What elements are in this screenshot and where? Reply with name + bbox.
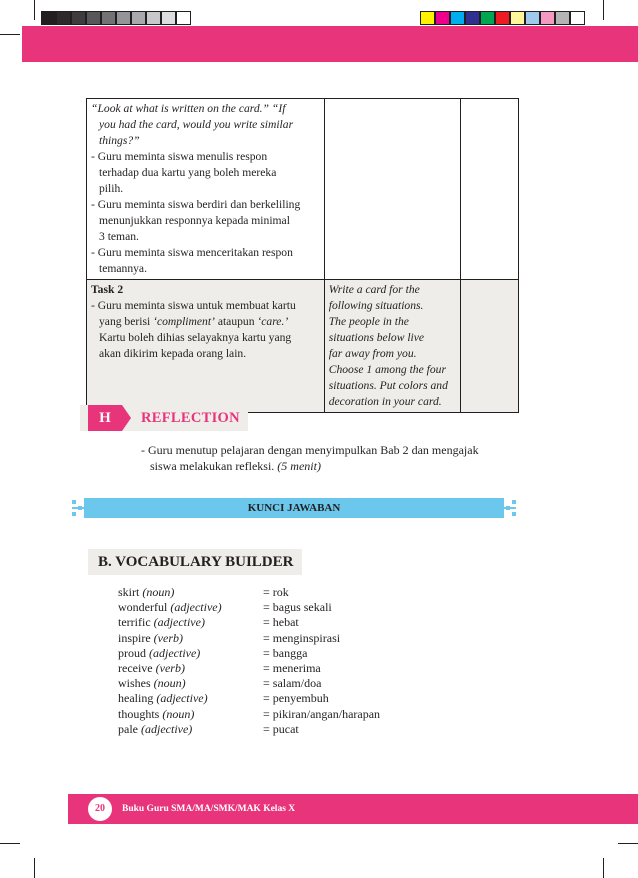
table-row (87, 99, 519, 280)
vocab-item (118, 691, 380, 706)
task-text (91, 314, 320, 330)
color-swatch (480, 11, 495, 25)
activity-line: temannya. (99, 262, 147, 275)
color-swatch (510, 11, 525, 25)
instruction-line: Choose 1 among the four (328, 363, 446, 376)
color-swatch (450, 11, 465, 25)
reflection-line (141, 458, 479, 474)
vocab-pos: (verb) (153, 630, 183, 645)
section-arrow (122, 405, 131, 431)
color-swatch (41, 11, 56, 25)
book-title: Buku Guru SMA/MA/SMK/MAK Kelas X (122, 804, 296, 814)
vocab-word: thoughts (118, 706, 160, 721)
color-swatch (495, 11, 510, 25)
vocab-pos: (noun) (142, 585, 175, 599)
vocab-word: receive (118, 660, 153, 675)
instruction-line: The people in the (328, 315, 409, 328)
vocab-term (118, 585, 263, 600)
vocab-item (118, 585, 380, 600)
table-row (87, 280, 519, 413)
vocab-pos: (verb) (155, 660, 185, 675)
vocab-meaning: = hebat (263, 615, 299, 630)
color-swatch (420, 11, 435, 25)
instruction-cell (324, 280, 460, 413)
vocab-term (118, 691, 263, 706)
vocab-meaning: = menginspirasi (263, 630, 341, 645)
empty-cell (460, 99, 518, 280)
crop-mark (34, 0, 35, 20)
instruction-line: situations below live (328, 331, 425, 344)
task-text: - Guru meminta siswa untuk membuat kartu (91, 299, 296, 312)
vocab-item (118, 676, 380, 691)
vocab-list (118, 585, 380, 737)
section-letter: H (88, 405, 122, 431)
task-text-part: ‘care.’ (257, 315, 289, 328)
color-swatch (161, 11, 176, 25)
vocab-pos: (adjective) (170, 600, 222, 615)
header-band (22, 26, 638, 62)
vocab-item (118, 631, 380, 646)
vocab-item (118, 600, 380, 615)
task-text: Kartu boleh dihias selayaknya kartu yang (99, 331, 292, 344)
color-swatch (435, 11, 450, 25)
instruction-line: far away from you. (328, 347, 417, 360)
reflection-line: - Guru menutup pelajaran dengan menyimpulkan Bab 2 dan mengajak (141, 443, 479, 457)
crop-mark (618, 843, 638, 844)
color-swatch (176, 11, 191, 25)
decor-dot (72, 512, 76, 516)
vocab-term (118, 722, 263, 737)
instruction-line: situations. Put colors and (328, 379, 448, 392)
section-title: REFLECTION (141, 410, 240, 426)
instruction-line: Write a card for the (328, 283, 420, 296)
vocab-term (118, 646, 263, 661)
vocab-term (118, 631, 263, 646)
vocab-meaning: = pikiran/angan/harapan (263, 706, 381, 721)
vocab-word: wishes (118, 676, 151, 691)
activity-cell (87, 99, 325, 280)
color-swatch (116, 11, 131, 25)
color-swatches (420, 11, 585, 25)
grayscale-swatches (41, 11, 191, 25)
vocab-meaning: = bagus sekali (263, 600, 332, 615)
vocab-item (118, 646, 380, 661)
activity-line: pilih. (99, 182, 124, 195)
vocab-meaning: = salam/doa (263, 676, 322, 691)
activity-line: 3 teman. (99, 230, 139, 243)
task-text-part: ataupun (214, 315, 258, 328)
activity-cell (87, 280, 325, 413)
task-text-part: ‘compliment’ (153, 315, 215, 328)
instruction-line: decoration in your card. (328, 395, 442, 408)
reflection-line-part: (5 menit) (277, 459, 321, 473)
color-swatch (570, 11, 585, 25)
vocab-pos: (adjective) (141, 721, 193, 736)
empty-cell (460, 280, 518, 413)
lesson-table (86, 98, 519, 413)
vocab-term (118, 676, 263, 691)
vocab-item (118, 661, 380, 676)
vocab-term (118, 600, 263, 615)
color-swatch (101, 11, 116, 25)
activity-line: things?” (99, 134, 140, 147)
vocab-item (118, 707, 380, 722)
crop-mark (0, 34, 20, 35)
empty-cell (324, 99, 460, 280)
vocab-meaning: = penyembuh (263, 691, 329, 706)
vocab-term (118, 615, 263, 630)
vocab-term (118, 661, 263, 676)
vocab-item (118, 615, 380, 630)
answer-key-title: KUNCI JAWABAN (247, 502, 341, 514)
activity-line: “Look at what is written on the card.” “If (91, 102, 286, 115)
vocab-meaning: = pucat (263, 721, 299, 736)
color-swatch (146, 11, 161, 25)
crop-mark (603, 0, 604, 20)
task-label: Task 2 (91, 283, 124, 296)
color-swatch (540, 11, 555, 25)
vocab-word: wonderful (118, 600, 168, 615)
reflection-text (141, 442, 479, 474)
color-swatch (555, 11, 570, 25)
activity-line: - Guru meminta siswa menulis respon (91, 150, 268, 163)
vocab-word: skirt (118, 585, 140, 599)
instruction-line: following situations. (328, 299, 424, 312)
crop-mark (0, 843, 14, 844)
activity-line: menunjukkan responnya kepada minimal (99, 214, 290, 227)
crop-mark (34, 858, 35, 878)
vocab-pos: (noun) (153, 676, 186, 691)
color-swatch (131, 11, 146, 25)
activity-line: terhadap dua kartu yang boleh mereka (99, 166, 277, 179)
activity-line: you had the card, would you write similar (99, 118, 294, 131)
reflection-line-part: siswa melakukan refleksi. (150, 459, 278, 473)
decor-dot (506, 506, 510, 510)
vocab-word: inspire (118, 630, 151, 645)
decor-dot (78, 506, 82, 510)
task-text: akan dikirim kepada orang lain. (99, 347, 247, 360)
vocab-meaning: = rok (263, 585, 289, 599)
vocab-title: B. VOCABULARY BUILDER (98, 554, 294, 570)
color-swatch (86, 11, 101, 25)
vocab-pos: (adjective) (156, 691, 208, 706)
vocab-pos: (adjective) (153, 615, 205, 630)
decor-dot (512, 500, 516, 504)
vocab-pos: (noun) (162, 706, 195, 721)
vocab-term (118, 707, 263, 722)
vocab-pos: (adjective) (149, 645, 201, 660)
activity-line: - Guru meminta siswa menceritakan respon (91, 246, 293, 259)
task-text-part: yang berisi (99, 315, 154, 328)
page-number: 20 (88, 797, 112, 821)
color-swatch (71, 11, 86, 25)
activity-line: - Guru meminta siswa berdiri dan berkeliling (91, 198, 301, 211)
vocab-item (118, 722, 380, 737)
vocab-word: proud (118, 645, 146, 660)
crop-mark (603, 858, 604, 878)
vocab-meaning: = bangga (263, 645, 308, 660)
decor-dot (512, 512, 516, 516)
vocab-word: pale (118, 721, 138, 736)
color-swatch (465, 11, 480, 25)
color-swatch (525, 11, 540, 25)
vocab-word: healing (118, 691, 154, 706)
color-swatch (56, 11, 71, 25)
vocab-word: terrific (118, 615, 151, 630)
vocab-meaning: = menerima (263, 660, 321, 675)
decor-dot (72, 500, 76, 504)
